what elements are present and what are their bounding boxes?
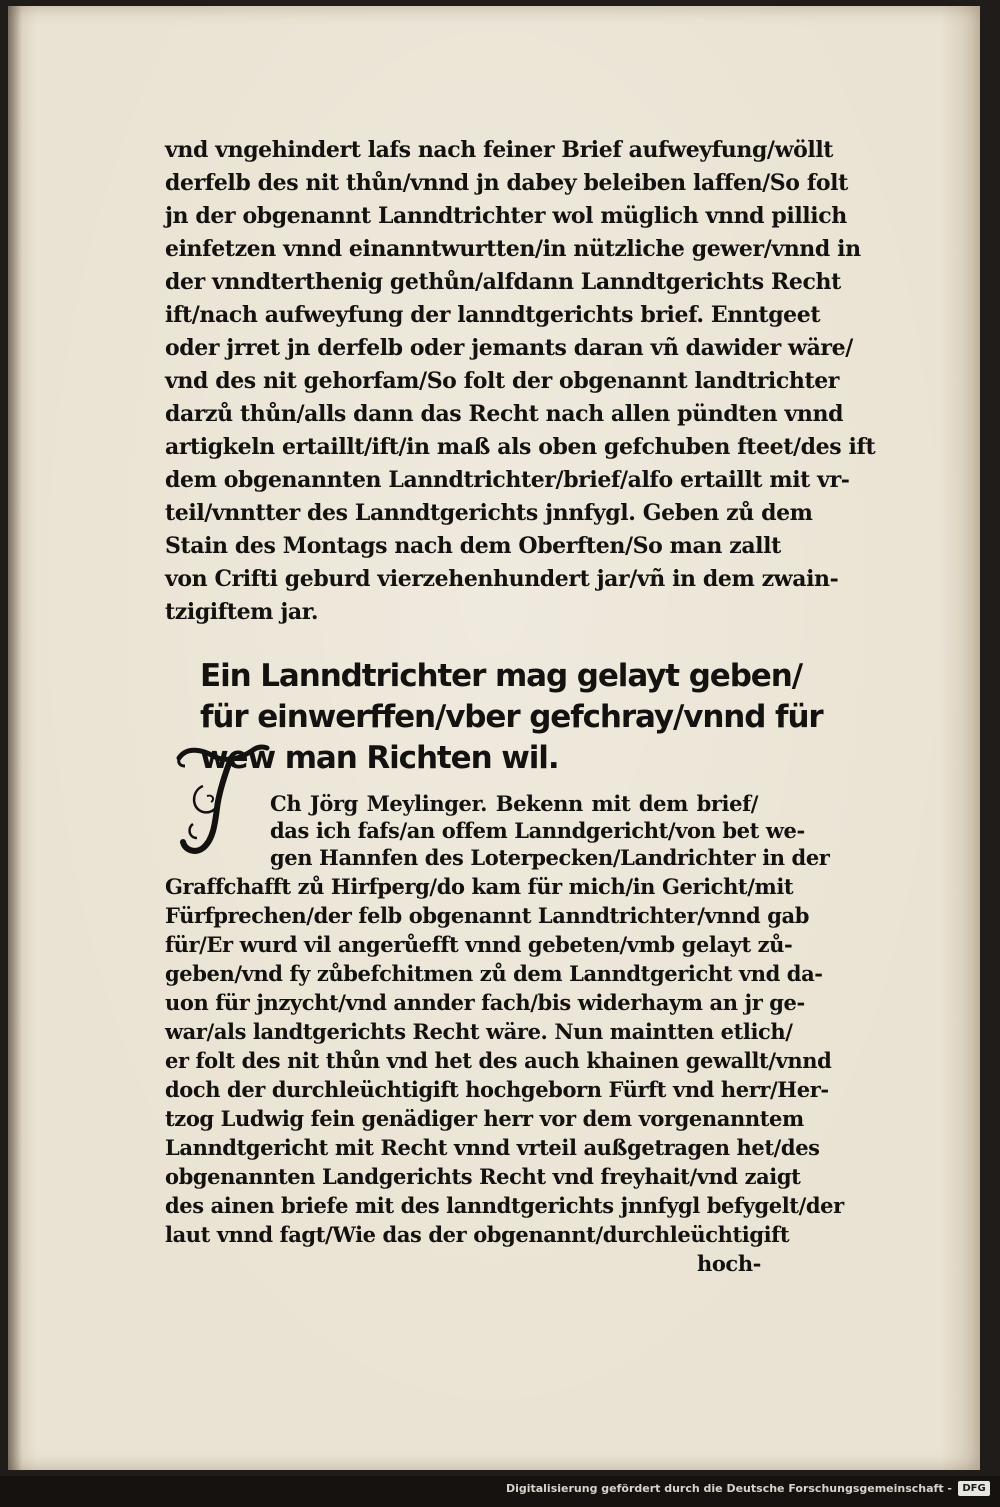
text-line: gen Hannfen des Loterpecken/Landrichter in der <box>270 845 830 870</box>
text-line: Graffchafft zů Hirfperg/do kam für mich/in Gericht/mit <box>165 874 794 899</box>
text-line: uon für jnzycht/vnd annder fach/bis widerhaym an jr ge- <box>165 990 805 1015</box>
text-line: der vnndterthenig gethůn/alfdann Lanndtgerichts Recht <box>165 269 841 295</box>
document-page <box>8 6 980 1470</box>
text-line: vnd vngehindert lafs nach feiner Brief aufweyfung/wöllt <box>165 137 834 163</box>
text-line: tzigiftem jar. <box>165 599 319 625</box>
section-heading-line: Ein Lanndtrichter mag gelayt geben/ <box>200 658 802 694</box>
text-line: tzog Ludwig fein genädiger herr vor dem vorgenanntem <box>165 1106 804 1131</box>
funding-notice: Digitalisierung gefördert durch die Deutsche Forschungsgemeinschaft - <box>505 1482 952 1495</box>
text-line: oder jrret jn derfelb oder jemants daran vñ dawider wäre/ <box>165 335 853 361</box>
text-line: einfetzen vnnd einanntwurtten/in nützliche gewer/vnnd in <box>165 236 861 262</box>
text-line: vnd des nit gehorfam/So folt der obgenannt landtrichter <box>165 368 839 394</box>
text-line: dem obgenannten Lanndtrichter/brief/alfo ertaillt mit vr- <box>165 467 850 493</box>
spine-shadow <box>8 6 22 1470</box>
text-line: Stain des Montags nach dem Oberften/So man zallt <box>165 533 781 559</box>
text-line: artigkeln ertaillt/ift/in maß als oben gefchuben fteet/des ift <box>165 434 876 460</box>
section-heading-line: für einwerffen/vber gefchray/vnnd für <box>200 699 823 735</box>
decorated-initial-icon <box>173 744 273 856</box>
text-line: teil/vnntter des Lanndtgerichts jnnfygl. Geben zů dem <box>165 500 813 526</box>
text-line: geben/vnd fy zůbefchitmen zů dem Lanndtgericht vnd da- <box>165 961 823 986</box>
text-line: doch der durchleüchtigift hochgeborn Fürft vnd herr/Her- <box>165 1077 829 1102</box>
text-line: obgenannten Landgerichts Recht vnd freyhait/vnd zaigt <box>165 1164 801 1189</box>
text-line: er folt des nit thůn vnd het des auch khainen gewallt/vnnd <box>165 1048 832 1073</box>
text-line: jn der obgenannt Lanndtrichter wol müglich vnnd pillich <box>165 203 847 229</box>
text-line: Lanndtgericht mit Recht vnnd vrteil außgetragen het/des <box>165 1135 820 1160</box>
dfg-logo-icon: DFG <box>958 1481 990 1496</box>
text-line: war/als landtgerichts Recht wäre. Nun maintten etlich/ <box>165 1019 793 1044</box>
text-line: laut vnnd fagt/Wie das der obgenannt/durchleüchtigift <box>165 1222 790 1247</box>
text-line: Fürfprechen/der felb obgenannt Lanndtrichter/vnnd gab <box>165 903 810 928</box>
text-line: derfelb des nit thůn/vnnd jn dabey beleiben laffen/So folt <box>165 170 848 196</box>
text-line: von Crifti geburd vierzehenhundert jar/vñ in dem zwain- <box>165 566 839 592</box>
text-line: Ch Jörg Meylinger. Bekenn mit dem brief/ <box>270 791 758 816</box>
catchword: hoch- <box>696 1251 761 1276</box>
text-line: für/Er wurd vil angerůefft vnnd gebeten/vmb gelayt zů- <box>165 932 793 957</box>
text-line: darzů thůn/alls dann das Recht nach allen pündten vnnd <box>165 401 844 427</box>
text-line: das ich fafs/an offem Lanndgericht/von bet we- <box>270 818 805 843</box>
text-line: ift/nach aufweyfung der lanndtgerichts brief. Enntgeet <box>165 302 821 328</box>
section-heading-line: wew man Richten wil. <box>200 740 559 776</box>
text-line: des ainen briefe mit des lanndtgerichts jnnfygl befygelt/der <box>165 1193 844 1218</box>
